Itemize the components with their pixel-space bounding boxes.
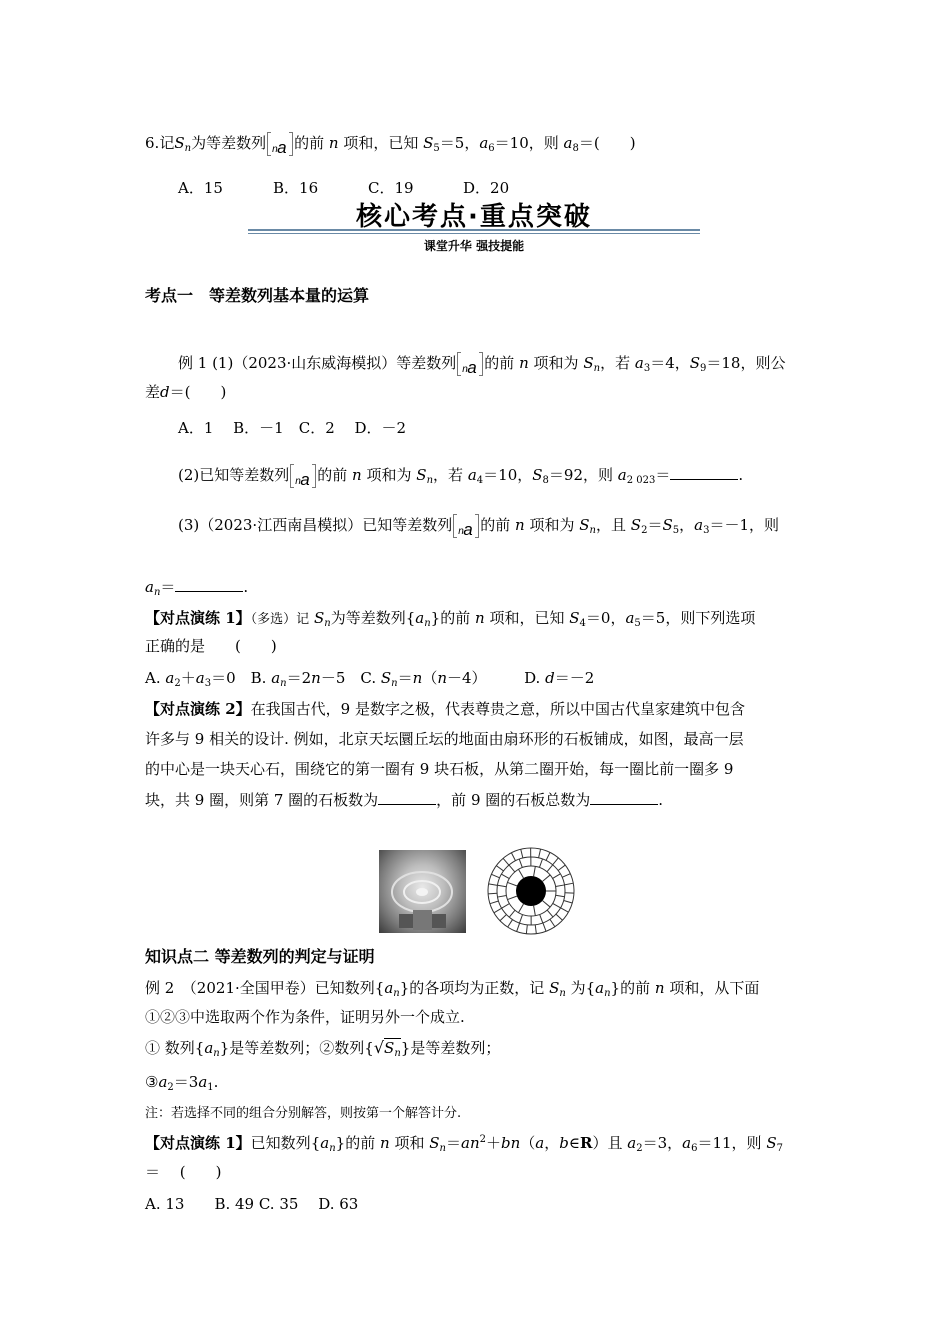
example2-note: 注：若选择不同的组合分别解答，则按第一个解答计分. xyxy=(145,1106,462,1121)
stone-slab-divider xyxy=(562,874,570,878)
option-a: A．15 xyxy=(178,179,223,197)
stone-slab-divider xyxy=(539,849,541,858)
stone-slab-divider xyxy=(509,865,515,872)
option-b: B．16 xyxy=(273,179,319,197)
stone-slab-divider xyxy=(547,910,553,917)
stone-slab-divider xyxy=(494,908,502,913)
stone-slab-divider xyxy=(546,852,550,860)
drill3-stem: 【对点演练 1】已知数列$\{a_n\}$的前 n 项和 $S_n=an^2+bn(a$，b∈R）且 $a_2=3$，$a_6=11$，则 $S_7$ xyxy=(145,1134,783,1154)
example2-line4: $③a_2=3a_1$. xyxy=(145,1073,219,1093)
example1-part3: (3)（2023·江西南昌模拟）已知等差数列 a $_n$ 的前 n 项和为 $S_n$，且 $S_2=S_5$，$a_3=-1$，则 xyxy=(178,512,779,540)
drill3-line2: ＝ ( ) xyxy=(145,1163,222,1181)
stone-rings-diagram xyxy=(486,846,576,936)
stone-slab-divider xyxy=(508,882,517,885)
answer-blank[interactable] xyxy=(670,464,738,480)
stone-slab-divider xyxy=(561,908,569,912)
stone-slab-divider xyxy=(542,875,550,881)
stone-slab-divider xyxy=(553,903,561,907)
stone-slab-divider xyxy=(556,895,565,897)
q6-stem: 6.记$S_n$为等差数列 a $_n$ 的前 n 项和，已知 $S_5=5$，$a_6=10$，则 $a_8=$( ) xyxy=(145,130,636,158)
stone-slab-divider xyxy=(519,904,524,913)
drill1-line2: 正确的是 ( ) xyxy=(145,637,277,655)
stone-slab-divider xyxy=(540,914,543,922)
example1-part1-line2: 差d＝( ) xyxy=(145,383,227,401)
stone-slab-divider xyxy=(547,865,553,872)
stone-slab-divider xyxy=(489,884,498,885)
example1-part2: (2)已知等差数列 a $_n$ 的前 n 项和为 $S_n$，若 $a_4=10$，$S_8=92$，则 $a_{2 023}=$ . xyxy=(178,462,743,490)
stone-slab-divider xyxy=(490,901,499,904)
section-title-1: 考点一 等差数列基本量的运算 xyxy=(145,286,370,305)
drill3-options: A. 13 B. 49 C. 35 D. 63 xyxy=(145,1195,359,1213)
stone-slab-divider xyxy=(508,920,513,928)
stone-slab-divider xyxy=(498,895,507,897)
stone-slab-divider xyxy=(553,874,561,879)
stone-slab-divider xyxy=(526,925,527,934)
q6-options xyxy=(178,178,509,198)
stone-slab-divider xyxy=(564,883,573,885)
stone-slab-divider xyxy=(556,914,563,920)
answer-blank[interactable] xyxy=(590,789,658,805)
example1-part3-line2: $a_n=$ . xyxy=(145,578,249,598)
stone-slab-divider xyxy=(496,866,503,871)
stone-slab-divider xyxy=(491,874,499,877)
stone-slab-divider xyxy=(517,923,520,931)
sequence-an-symbol: a $_n$ xyxy=(453,512,479,540)
drill2-line3: 的中心是一块天心石，围绕它的第一圈有 9 块石板，从第二圈开始，每一圈比前一圈多 9 xyxy=(145,760,734,778)
stone-slab-divider xyxy=(519,859,522,867)
banner-subtitle: 课堂升华 强技提能 xyxy=(423,239,525,253)
stone-slab-divider xyxy=(520,915,523,923)
stone-slab-divider xyxy=(521,849,523,858)
answer-blank[interactable] xyxy=(378,789,436,805)
banner-rule-thin xyxy=(248,233,700,234)
drill2-line4: 块，共 9 圈，则第 7 圈的石板数为 ，前 9 圈的石板总数为 . xyxy=(145,791,664,809)
option-d: D．20 xyxy=(463,179,510,197)
drill2-line2: 许多与 9 相关的设计. 例如，北京天坛圜丘坛的地面由扇环形的石板铺成，如图，最高一层 xyxy=(145,730,744,748)
sequence-an-symbol: a $_n$ xyxy=(267,130,293,158)
stone-slab-divider xyxy=(556,885,565,887)
example1-part1: 例 1 (1)（2023·山东威海模拟）等差数列 a $_n$ 的前 n 项和为 $S_n$，若 $a_3=4$，$S_9=18$，则公 xyxy=(178,350,785,378)
sequence-an-symbol: a $_n$ xyxy=(457,350,483,378)
stone-slab-divider xyxy=(558,865,565,870)
example1-part1-options: A．1 B．－1 C．2 D．－2 xyxy=(178,419,407,437)
stone-slab-divider xyxy=(539,859,542,867)
stone-slab-divider xyxy=(488,893,497,894)
banner-rule xyxy=(248,229,700,231)
stone-slab-divider xyxy=(519,869,524,878)
answer-blank[interactable] xyxy=(175,576,243,592)
stone-slab-divider xyxy=(508,896,517,899)
stone-slab-divider xyxy=(542,901,550,907)
example2-line2: ①②③中选取两个作为条件，证明另外一个成立. xyxy=(145,1008,465,1026)
drill1-stem: 【对点演练 1】（多选）记 $S_n$为等差数列$\{a_n\}$的前 n 项和，已知 $S_4=0$，$a_5=5$，则下列选项 xyxy=(145,609,756,629)
stone-slab-divider xyxy=(501,874,509,878)
stone-slab-divider xyxy=(534,866,536,876)
example2-line3: ① 数列$\{a_n\}$是等差数列；②数列$\{√S_n\}$是等差数列； xyxy=(145,1038,501,1059)
stone-slab-divider xyxy=(503,858,509,865)
drill1-options: A. $a_2+a_3=0$ B. $a_n=2n-5$ C. $S_n=n(n-4)$ D. d＝－2 xyxy=(145,669,595,689)
stone-slab-divider xyxy=(497,885,506,887)
tiantan-photo xyxy=(379,850,466,933)
banner-title: 核心考点·重点突破 xyxy=(356,202,592,232)
stone-slab-divider xyxy=(564,900,573,903)
stone-slab-divider xyxy=(502,904,510,909)
stone-slab-divider xyxy=(553,858,559,865)
stone-slab-divider xyxy=(535,925,536,934)
stone-slab-divider xyxy=(500,915,506,921)
stone-slab-divider xyxy=(509,910,515,917)
option-c: C．19 xyxy=(368,179,414,197)
section-title-2: 知识点二 等差数列的判定与证明 xyxy=(145,947,375,966)
stone-slab-divider xyxy=(511,853,515,861)
example2-stem: 例 2 （2021·全国甲卷）已知数列$\{a_n\}$的各项均为正数，记 $S_n$ 为$\{a_n\}$的前 n 项和，从下面 xyxy=(145,979,760,999)
stone-slab-divider xyxy=(543,923,546,931)
sequence-an-symbol: a $_n$ xyxy=(290,462,316,490)
stone-slab-divider xyxy=(550,919,555,926)
drill2-line1: 【对点演练 2】在我国古代，9 是数字之极，代表尊贵之意，所以中国古代皇家建筑中包含 xyxy=(145,700,745,718)
stone-slab-divider xyxy=(534,906,536,916)
